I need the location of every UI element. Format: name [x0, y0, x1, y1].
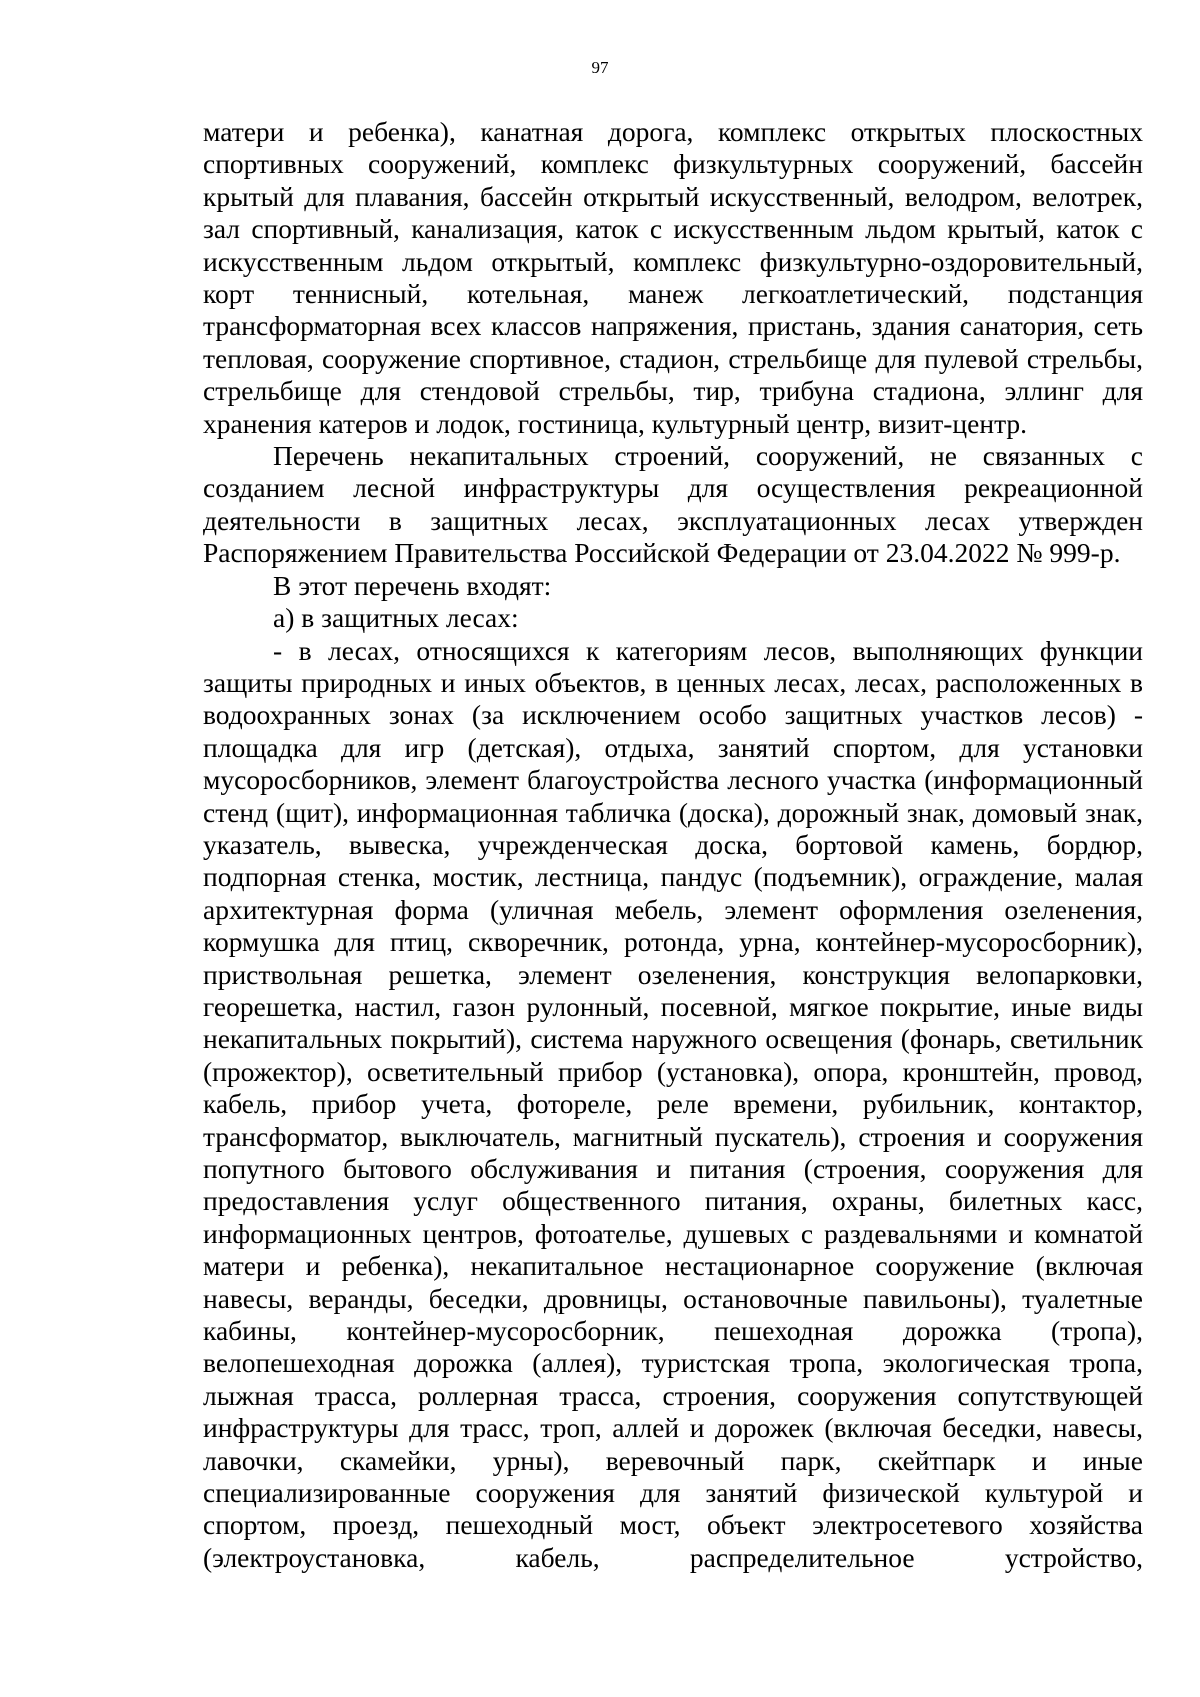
document-body — [203, 116, 1143, 1574]
paragraph-list-approval: Перечень некапитальных строений, сооружений, не связанных с созданием лесной инфраструктуры для осуществления рекреационной деятельности в защитных лесах, эксплуатационных лесах утвержден Распоряжением Правительства Российской Федерации от 23.04.2022 № 999-р. — [203, 440, 1143, 569]
paragraph-list-intro: В этот перечень входят: — [273, 569, 552, 601]
paragraph-protective-forests-items: - в лесах, относящихся к категориям лесов, выполняющих функции защиты природных и иных объектов, в ценных лесах, лесах, расположенных в водоохранных зонах (за исключением особо защитных участков лесов) - площадка для игр (детская), отдыха, занятий спортом, для установки мусоросборников, элемент благоустройства лесного участка (информационный стенд (щит), информационная табличка (доска), дорожный знак, домовый знак, указатель, вывеска, учрежденческая доска, бортовой камень, бордюр, подпорная стенка, мостик, лестница, пандус (подъемник), ограждение, малая архитектурная форма (уличная мебель, элемент оформления озеленения, кормушка для птиц, скворечник, ротонда, урна, контейнер-мусоросборник), приствольная решетка, элемент озеленения, конструкция велопарковки, георешетка, настил, газон рулонный, посевной, мягкое покрытие, иные виды некапитальных покрытий), система наружного освещения (фонарь, светильник (прожектор), осветительный прибор (установка), опора, кронштейн, провод, кабель, прибор учета, фотореле, реле времени, рубильник, контактор, трансформатор, выключатель, магнитный пускатель), строения и сооружения попутного бытового обслуживания и питания (строения, сооружения для предоставления услуг общественного питания, охраны, билетных касс, информационных центров, фотоателье, душевых с раздевальнями и комнатой матери и ребенка), некапитальное нестационарное сооружение (включая навесы, веранды, беседки, дровницы, остановочные павильоны), туалетные кабины, контейнер-мусоросборник, пешеходная дорожка (тропа), велопешеходная дорожка (аллея), туристская тропа, экологическая тропа, лыжная трасса, роллерная трасса, строения, сооружения сопутствующей инфраструктуры для трасс, троп, аллей и дорожек (включая беседки, навесы, лавочки, скамейки, урны), веревочный парк, скейтпарк и иные специализированные сооружения для занятий физической культурой и спортом, проезд, пешеходный мост, объект электросетевого хозяйства (электроустановка, кабель, распределительное устройство, — [203, 634, 1143, 1573]
page-number: 97 — [591, 58, 609, 77]
paragraph-continuation: матери и ребенка), канатная дорога, комплекс открытых плоскостных спортивных сооружений, комплекс физкультурных сооружений, бассейн крытый для плавания, бассейн открытый искусственный, велодром, велотрек, зал спортивный, канализация, каток с искусственным льдом крытый, каток с искусственным льдом открытый, комплекс физкультурно-оздоровительный, корт теннисный, котельная, манеж легкоатлетический, подстанция трансформаторная всех классов напряжения, пристань, здания санатория, сеть тепловая, сооружение спортивное, стадион, стрельбище для пулевой стрельбы, стрельбище для стендовой стрельбы, тир, трибуна стадиона, эллинг для хранения катеров и лодок, гостиница, культурный центр, визит-центр. — [203, 116, 1143, 439]
paragraph-protective-forests-heading: а) в защитных лесах: — [273, 602, 519, 634]
